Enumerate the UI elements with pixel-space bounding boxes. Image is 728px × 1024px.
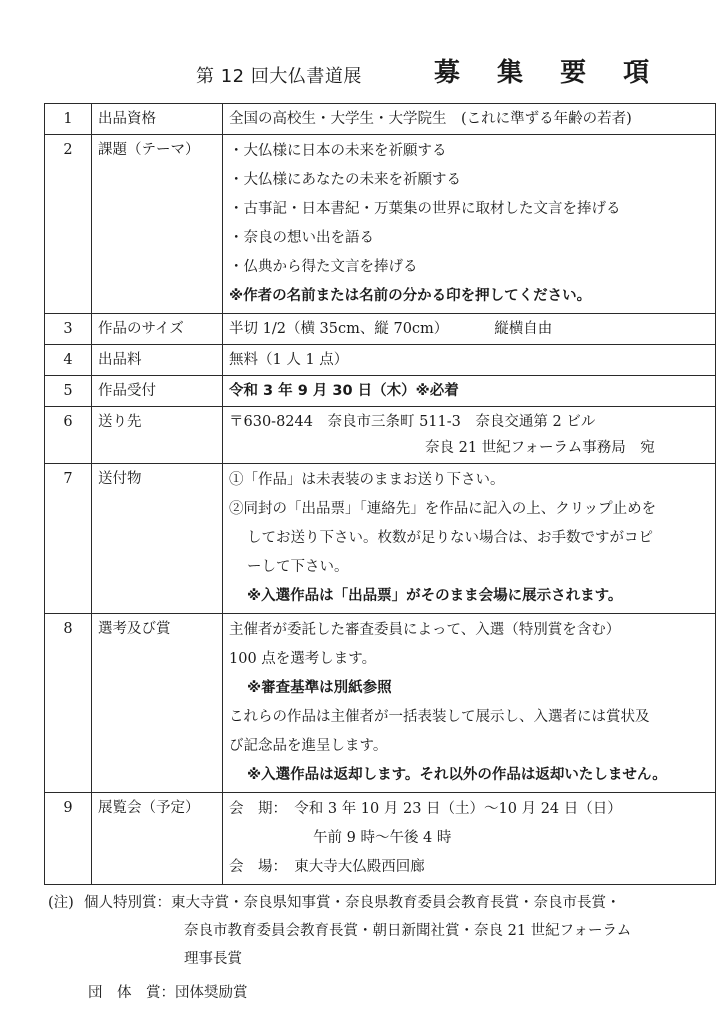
note-individual-row: [48, 889, 718, 917]
content-line: ーして下さい。: [247, 559, 349, 575]
title-row: [0, 52, 728, 92]
row-content: [223, 376, 716, 407]
row-number: 3: [45, 314, 92, 345]
row-number: 2: [45, 135, 92, 314]
event-name: 第 12 回大仏書道展: [196, 66, 362, 87]
row-content: [223, 345, 716, 376]
row-number: 7: [45, 464, 92, 614]
table-row: [45, 614, 716, 793]
content-line: ・大仏様にあなたの未来を祈願する: [229, 172, 461, 188]
hours-line: 午前 9 時～午後 4 時: [313, 830, 452, 846]
content-line: ・奈良の想い出を語る: [229, 230, 374, 246]
individual-award-label: 個人特別賞：: [84, 895, 171, 911]
content-line: び記念品を進呈します。: [229, 738, 388, 754]
note-group-row: [48, 979, 718, 1007]
content-note: ※入選作品は「出品票」がそのまま会場に展示されます。: [247, 588, 623, 604]
row-content: [223, 464, 716, 614]
table-row: [45, 376, 716, 407]
content-note: ※作者の名前または名前の分かる印を押してください。: [229, 288, 592, 304]
row-content: [223, 314, 716, 345]
row-content: [223, 135, 716, 314]
recipient-line: 奈良 21 世紀フォーラム事務局 宛: [425, 440, 655, 456]
content-line: 全国の高校生・大学生・大学院生 (これに準ずる年齢の若者): [229, 111, 632, 127]
row-label: 選考及び賞: [92, 614, 223, 793]
row-number: 9: [45, 793, 92, 885]
address-line: 〒630-8244 奈良市三条町 511-3 奈良交通第 2 ビル: [229, 414, 596, 430]
row-content: [223, 793, 716, 885]
row-number: 1: [45, 104, 92, 135]
group-award-label: 団 体 賞：: [88, 985, 175, 1001]
content-line: これらの作品は主催者が一括表装して展示し、入選者には賞状及: [229, 709, 650, 725]
row-content: [223, 104, 716, 135]
note-lead: (注): [48, 895, 74, 911]
content-line: ・仏典から得た文言を捧げる: [229, 259, 418, 275]
document-title: 募 集 要 項: [434, 58, 664, 88]
individual-award-line: 東大寺賞・奈良県知事賞・奈良県教育委員会教育長賞・奈良市長賞・: [171, 895, 621, 911]
individual-award-line: 奈良市教育委員会教育長賞・朝日新聞社賞・奈良 21 世紀フォーラム: [184, 923, 632, 939]
table-row: [45, 104, 716, 135]
content-note: ※入選作品は返却します。それ以外の作品は返却いたしません。: [247, 767, 667, 783]
table-row: [45, 345, 716, 376]
content-line: 主催者が委託した審査委員によって、入選（特別賞を含む）: [229, 622, 621, 638]
requirements-table: [44, 103, 716, 885]
content-line: ・大仏様に日本の未来を祈願する: [229, 143, 447, 159]
group-award-value: 団体奨励賞: [175, 985, 248, 1001]
content-line: 無料（1 人 1 点）: [229, 352, 349, 368]
orientation-value: 縦横自由: [494, 321, 553, 337]
table-row: [45, 793, 716, 885]
individual-award-line: 理事長賞: [184, 951, 242, 967]
table-row: [45, 407, 716, 464]
content-line: ①「作品」は未表装のままお送り下さい。: [229, 472, 505, 488]
row-number: 6: [45, 407, 92, 464]
row-content: [223, 407, 716, 464]
row-number: 4: [45, 345, 92, 376]
venue-line: 会 場： 東大寺大仏殿西回廊: [229, 859, 425, 875]
row-label: 作品のサイズ: [92, 314, 223, 345]
deadline-text: 令和 3 年 9 月 30 日（木）※必着: [229, 383, 459, 399]
content-note: ※審査基準は別紙参照: [247, 680, 392, 696]
row-label: 送り先: [92, 407, 223, 464]
content-line: してお送り下さい。枚数が足りない場合は、お手数ですがコピ: [247, 530, 653, 546]
content-line: ・古事記・日本書紀・万葉集の世界に取材した文言を捧げる: [229, 201, 621, 217]
table-row: [45, 135, 716, 314]
row-content: [223, 614, 716, 793]
row-label: 出品資格: [92, 104, 223, 135]
row-label: 作品受付: [92, 376, 223, 407]
content-line: [229, 316, 709, 342]
row-number: 8: [45, 614, 92, 793]
content-line: 100 点を選考します。: [229, 651, 377, 667]
row-label: 送付物: [92, 464, 223, 614]
content-line: ②同封の「出品票」「連絡先」を作品に記入の上、クリップ止めを: [229, 501, 657, 517]
row-label: 課題（テーマ）: [92, 135, 223, 314]
row-label: 出品料: [92, 345, 223, 376]
notes-section: [48, 889, 718, 1007]
size-value: 半切 1/2（横 35cm、縦 70cm）: [229, 321, 449, 337]
table-row: [45, 464, 716, 614]
period-line: 会 期： 令和 3 年 10 月 23 日（土）～10 月 24 日（日）: [229, 801, 622, 817]
row-label: 展覧会（予定）: [92, 793, 223, 885]
row-number: 5: [45, 376, 92, 407]
table-row: [45, 314, 716, 345]
